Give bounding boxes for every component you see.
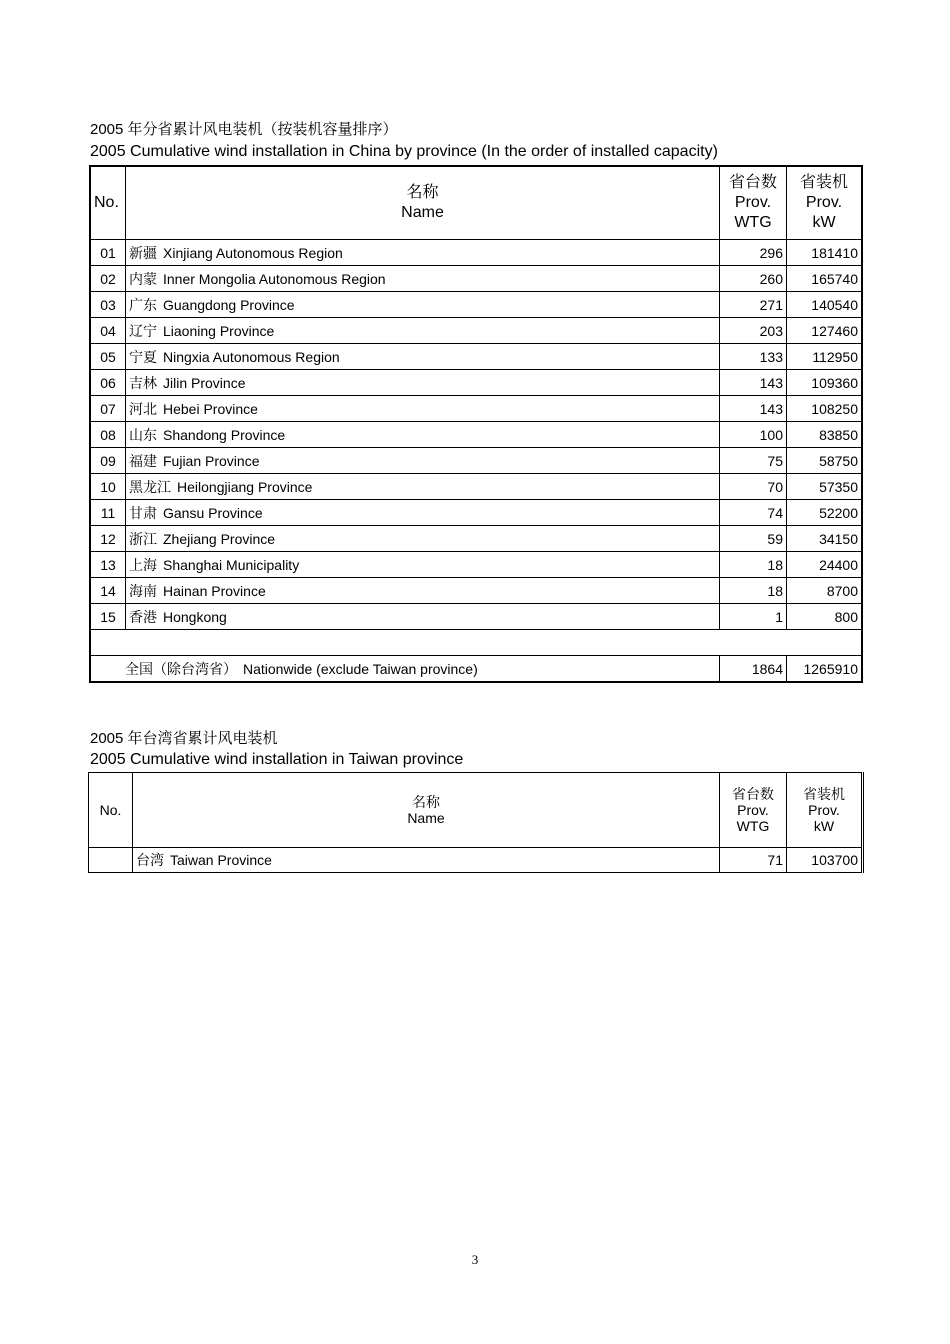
header-name-en: Name xyxy=(407,810,445,826)
table-row xyxy=(90,604,862,630)
total-row xyxy=(90,656,862,683)
row-kw: 34150 xyxy=(787,526,863,552)
main-table-title-cn: 2005 年分省累计风电装机（按装机容量排序） xyxy=(90,121,398,138)
row-name xyxy=(126,344,720,370)
row-no: 07 xyxy=(90,396,126,422)
row-kw: 127460 xyxy=(787,318,863,344)
row-name xyxy=(126,500,720,526)
table-row xyxy=(90,370,862,396)
row-no: 13 xyxy=(90,552,126,578)
row-no: 03 xyxy=(90,292,126,318)
header-wtg-cn: 省台数 xyxy=(732,786,774,802)
table-row xyxy=(90,344,862,370)
row-kw: 800 xyxy=(787,604,863,630)
row-wtg: 143 xyxy=(720,370,787,396)
row-name-cn: 广东 xyxy=(129,296,157,313)
row-wtg: 100 xyxy=(720,422,787,448)
total-name xyxy=(90,656,720,683)
row-name-cn: 黑龙江 xyxy=(129,478,171,495)
row-name xyxy=(126,552,720,578)
row-name-en: Inner Mongolia Autonomous Region xyxy=(163,270,386,287)
table-row xyxy=(90,292,862,318)
taiwan-table-title-en: 2005 Cumulative wind installation in Taiwan province xyxy=(90,751,464,768)
header-name-cn: 名称 xyxy=(412,794,440,810)
row-name xyxy=(126,292,720,318)
row-wtg: 133 xyxy=(720,344,787,370)
row-no: 11 xyxy=(90,500,126,526)
header-kw-en1: Prov. xyxy=(808,802,840,818)
header-wtg xyxy=(720,773,787,848)
row-name-cn: 内蒙 xyxy=(129,270,157,287)
row-name xyxy=(126,266,720,292)
table-row xyxy=(90,396,862,422)
row-wtg: 1 xyxy=(720,604,787,630)
header-name xyxy=(126,166,720,240)
header-wtg-en2: WTG xyxy=(736,818,770,834)
taiwan-table-title-cn: 2005 年台湾省累计风电装机 xyxy=(90,730,278,747)
row-no: 01 xyxy=(90,240,126,266)
row-name-en: Liaoning Province xyxy=(163,322,275,339)
row-name-en: Hainan Province xyxy=(163,582,266,599)
header-wtg-en1: Prov. xyxy=(734,194,772,211)
row-name-cn: 山东 xyxy=(129,426,157,443)
row-name-en: Guangdong Province xyxy=(163,296,295,313)
row-name xyxy=(126,526,720,552)
row-name-cn: 台湾 xyxy=(136,852,164,868)
table-row xyxy=(90,318,862,344)
row-name xyxy=(133,848,720,873)
table-row xyxy=(90,448,862,474)
table-row xyxy=(90,474,862,500)
row-no: 09 xyxy=(90,448,126,474)
row-no: 08 xyxy=(90,422,126,448)
header-name-en: Name xyxy=(401,204,444,221)
header-wtg xyxy=(720,166,787,240)
row-wtg: 18 xyxy=(720,552,787,578)
row-wtg: 296 xyxy=(720,240,787,266)
total-wtg: 1864 xyxy=(720,656,787,683)
row-name-cn: 福建 xyxy=(129,452,157,469)
header-no: No. xyxy=(90,166,126,240)
row-kw: 109360 xyxy=(787,370,863,396)
row-no xyxy=(89,848,133,873)
row-name-en: Ningxia Autonomous Region xyxy=(163,348,340,365)
row-name-en: Jilin Province xyxy=(163,374,246,391)
row-name-en: Gansu Province xyxy=(163,504,263,521)
row-name-en: Heilongjiang Province xyxy=(177,478,313,495)
row-name-en: Xinjiang Autonomous Region xyxy=(163,244,343,261)
table-body xyxy=(89,848,863,873)
row-wtg: 59 xyxy=(720,526,787,552)
row-kw: 181410 xyxy=(787,240,863,266)
row-name xyxy=(126,370,720,396)
row-name xyxy=(126,240,720,266)
taiwan-installation-table xyxy=(88,772,864,873)
row-name xyxy=(126,578,720,604)
header-kw-en2: kW xyxy=(813,818,835,834)
row-name-cn: 辽宁 xyxy=(129,322,157,339)
header-wtg-cn: 省台数 xyxy=(728,174,777,191)
header-kw-cn: 省装机 xyxy=(803,786,845,802)
total-name-en: Nationwide (exclude Taiwan province) xyxy=(243,660,478,677)
row-wtg: 18 xyxy=(720,578,787,604)
row-name-cn: 新疆 xyxy=(129,244,157,261)
row-wtg: 71 xyxy=(720,848,787,873)
row-no: 04 xyxy=(90,318,126,344)
row-no: 05 xyxy=(90,344,126,370)
header-kw xyxy=(787,773,863,848)
row-name xyxy=(126,474,720,500)
total-kw: 1265910 xyxy=(787,656,863,683)
row-name xyxy=(126,448,720,474)
table-header-row xyxy=(90,166,862,240)
header-kw-en1: Prov. xyxy=(805,194,843,211)
row-name-en: Zhejiang Province xyxy=(163,530,276,547)
row-name-cn: 吉林 xyxy=(129,374,157,391)
row-name xyxy=(126,396,720,422)
blank-cell xyxy=(90,630,862,656)
row-kw: 83850 xyxy=(787,422,863,448)
row-wtg: 70 xyxy=(720,474,787,500)
row-kw: 108250 xyxy=(787,396,863,422)
row-kw: 52200 xyxy=(787,500,863,526)
row-wtg: 75 xyxy=(720,448,787,474)
row-wtg: 271 xyxy=(720,292,787,318)
page-number: 3 xyxy=(471,1252,479,1267)
row-wtg: 260 xyxy=(720,266,787,292)
table-row xyxy=(90,552,862,578)
blank-row xyxy=(90,630,862,656)
row-name-en: Taiwan Province xyxy=(170,852,272,868)
row-no: 06 xyxy=(90,370,126,396)
table-row xyxy=(90,500,862,526)
table-body xyxy=(90,240,862,683)
row-kw: 112950 xyxy=(787,344,863,370)
header-name-cn: 名称 xyxy=(406,184,439,201)
row-name-en: Hebei Province xyxy=(163,400,258,417)
row-name-en: Shanghai Municipality xyxy=(163,556,300,573)
row-name-en: Fujian Province xyxy=(163,452,260,469)
row-kw: 58750 xyxy=(787,448,863,474)
row-name-cn: 宁夏 xyxy=(129,348,157,365)
row-wtg: 203 xyxy=(720,318,787,344)
row-no: 15 xyxy=(90,604,126,630)
row-kw: 8700 xyxy=(787,578,863,604)
row-name-cn: 海南 xyxy=(129,582,157,599)
row-kw: 24400 xyxy=(787,552,863,578)
header-kw-en2: kW xyxy=(812,214,836,231)
row-wtg: 74 xyxy=(720,500,787,526)
row-name xyxy=(126,422,720,448)
row-wtg: 143 xyxy=(720,396,787,422)
header-no: No. xyxy=(89,773,133,848)
row-name-cn: 上海 xyxy=(129,556,157,573)
row-name-cn: 甘肃 xyxy=(129,504,157,521)
table-row xyxy=(90,578,862,604)
row-name-cn: 河北 xyxy=(129,400,157,417)
row-kw: 103700 xyxy=(787,848,863,873)
header-name xyxy=(133,773,720,848)
header-wtg-en2: WTG xyxy=(734,214,772,231)
row-name-cn: 浙江 xyxy=(129,530,157,547)
row-no: 12 xyxy=(90,526,126,552)
total-name-cn: 全国（除台湾省） xyxy=(125,660,237,677)
row-kw: 140540 xyxy=(787,292,863,318)
row-name-en: Shandong Province xyxy=(163,426,286,443)
row-name xyxy=(126,318,720,344)
row-no: 10 xyxy=(90,474,126,500)
row-no: 02 xyxy=(90,266,126,292)
header-kw xyxy=(787,166,863,240)
province-installation-table xyxy=(89,165,863,683)
table-row xyxy=(90,422,862,448)
main-table-title-en: 2005 Cumulative wind installation in China by province (In the order of installed capacity) xyxy=(90,143,718,160)
table-row xyxy=(90,240,862,266)
table-row xyxy=(90,526,862,552)
row-name xyxy=(126,604,720,630)
header-kw-cn: 省装机 xyxy=(799,174,848,191)
row-kw: 57350 xyxy=(787,474,863,500)
table-header-row xyxy=(89,773,863,848)
row-no: 14 xyxy=(90,578,126,604)
table-row xyxy=(89,848,863,873)
row-kw: 165740 xyxy=(787,266,863,292)
header-wtg-en1: Prov. xyxy=(737,802,769,818)
row-name-en: Hongkong xyxy=(163,608,227,625)
table-row xyxy=(90,266,862,292)
row-name-cn: 香港 xyxy=(129,608,157,625)
